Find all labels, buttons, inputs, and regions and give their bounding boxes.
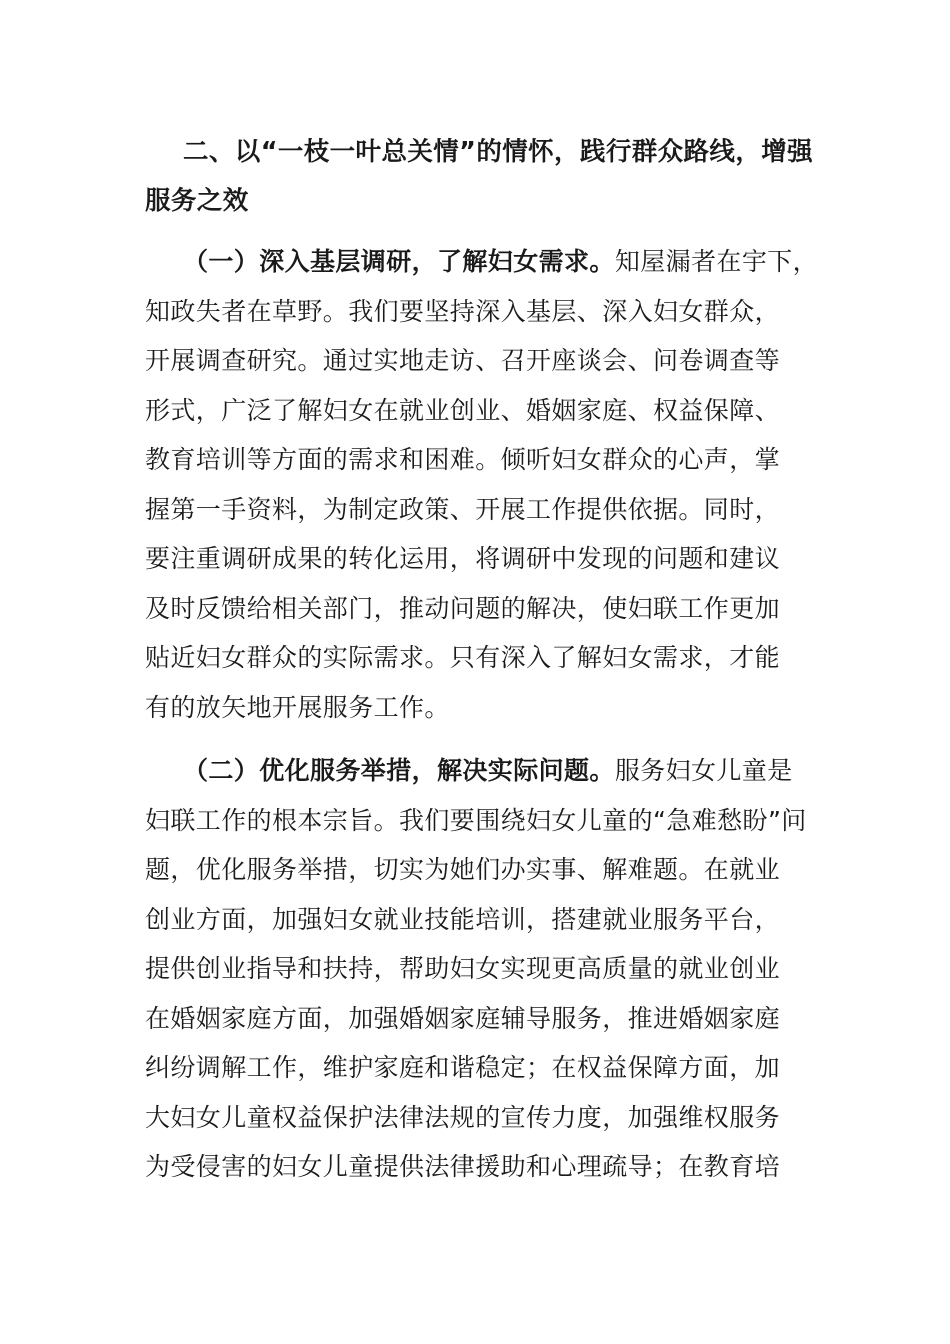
paragraph-2-first-line — [183, 755, 793, 787]
section-heading-line-2: 服务之效 — [145, 186, 249, 216]
paragraph-1-line-1: 知政失者在草野。我们要坚持深入基层、深入妇女群众， — [145, 297, 781, 326]
paragraph-1-first-line — [183, 246, 818, 278]
paragraph-1-line-0: 知屋漏者在宇下， — [614, 247, 819, 276]
paragraph-2-line-7: 大妇女儿童权益保护法律法规的宣传力度，加强维权服务 — [145, 1103, 781, 1132]
paragraph-2-line-3: 创业方面，加强妇女就业技能培训，搭建就业服务平台， — [145, 905, 781, 934]
paragraph-2-line-8: 为受侵害的妇女儿童提供法律援助和心理疏导；在教育培 — [145, 1152, 781, 1181]
paragraph-1-title: （一）深入基层调研，了解妇女需求。 — [183, 247, 615, 276]
paragraph-1-line-8: 贴近妇女群众的实际需求。只有深入了解妇女需求，才能 — [145, 643, 781, 672]
paragraph-2-line-1: 妇联工作的根本宗旨。我们要围绕妇女儿童的“急难愁盼”问 — [145, 806, 807, 835]
paragraph-1-line-7: 及时反馈给相关部门，推动问题的解决，使妇联工作更加 — [145, 594, 781, 623]
paragraph-1-line-3: 形式，广泛了解妇女在就业创业、婚姻家庭、权益保障、 — [145, 396, 781, 425]
section-heading-line-1: 二、以“一枝一叶总关情”的情怀，践行群众路线，增强 — [183, 137, 814, 167]
paragraph-2-title: （二）优化服务举措，解决实际问题。 — [183, 756, 615, 785]
paragraph-2-line-0: 服务妇女儿童是 — [614, 756, 793, 785]
paragraph-2-line-2: 题，优化服务举措，切实为她们办实事、解难题。在就业 — [145, 855, 781, 884]
paragraph-1-line-4: 教育培训等方面的需求和困难。倾听妇女群众的心声，掌 — [145, 445, 781, 474]
paragraph-1-line-9: 有的放矢地开展服务工作。 — [145, 693, 450, 722]
paragraph-1-line-6: 要注重调研成果的转化运用，将调研中发现的问题和建议 — [145, 544, 781, 573]
paragraph-2-line-4: 提供创业指导和扶持，帮助妇女实现更高质量的就业创业 — [145, 954, 781, 983]
paragraph-2-line-6: 纠纷调解工作，维护家庭和谐稳定；在权益保障方面，加 — [145, 1053, 781, 1082]
paragraph-1-line-5: 握第一手资料，为制定政策、开展工作提供依据。同时， — [145, 495, 781, 524]
paragraph-2-line-5: 在婚姻家庭方面，加强婚姻家庭辅导服务，推进婚姻家庭 — [145, 1004, 781, 1033]
paragraph-1-line-2: 开展调查研究。通过实地走访、召开座谈会、问卷调查等 — [145, 346, 781, 375]
